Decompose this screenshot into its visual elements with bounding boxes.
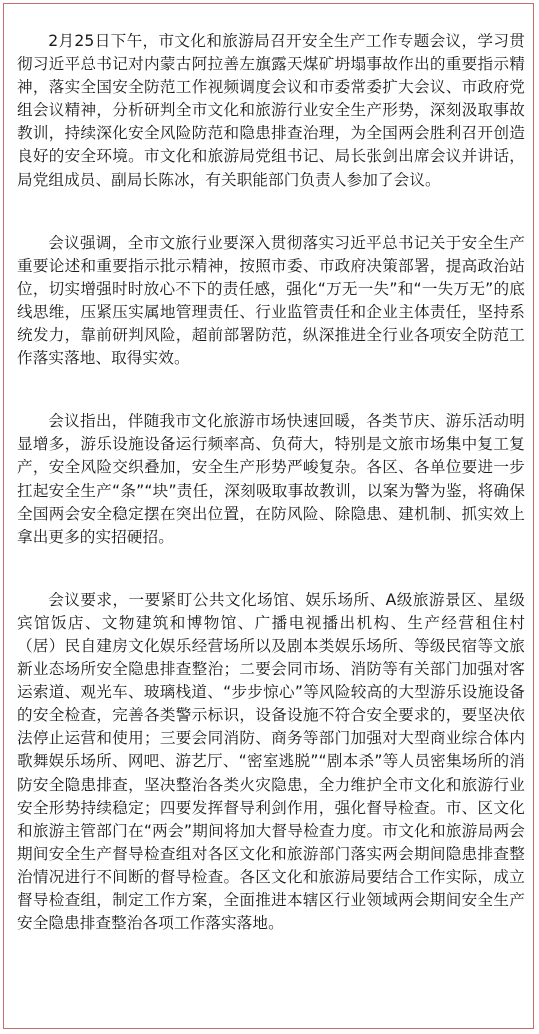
paragraph-meeting-emphasis: 会议强调，全市文旅行业要深入贯彻落实习近平总书记关于安全生产重要论述和重要指示批示精神，按照市委、市政府决策部署，提高政治站位，切实增强时时放心不下的责任感，强化“万无一失”和“一失万无”的底线思维，压紧压实属地管理责任、行业监管责任和企业主体责任，坚持系统发力，靠前研判风险，超前部署防范，纵深推进全行业各项安全防范工作落实落地、取得实效。 [17,233,525,368]
paragraph-meeting-requirements: 会议要求，一要紧盯公共文化场馆、娱乐场所、A级旅游景区、星级宾馆饭店、文物建筑和博物馆、广播电视播出机构、生产经营租住村（居）民自建房文化娱乐经营场所以及剧本类娱乐场所、等级民宿等文旅新业态场所安全隐患排查整治；二要会同市场、消防等有关部门加强对客运索道、观光车、玻璃栈道、“步步惊心”等风险较高的大型游乐设施设备的安全检查，完善各类警示标识，设备设施不符合安全要求的，要坚决依法停止运营和使用；三要会同消防、商务等部门加强对大型商业综合体内歌舞娱乐场所、网吧、游艺厅、“密室逃脱”“剧本杀”等人员密集场所的消防安全隐患排查，坚决整治各类火灾隐患，全力维护全市文化和旅游行业安全形势持续稳定；四要发挥督导利剑作用，强化督导检查。市、区文化和旅游主管部门在“两会”期间将加大督导检查力度。市文化和旅游局两会期间安全生产督导检查组对各区文化和旅游部门落实两会期间隐患排查整治情况进行不间断的督导检查。各区文化和旅游局要结合工作实际，成立督导检查组，制定工作方案，全面推进本辖区行业领域两会期间安全生产安全隐患排查整治各项工作落实落地。 [17,590,525,933]
paragraph-meeting-points: 会议指出，伴随我市文化旅游市场快速回暖，各类节庆、游乐活动明显增多，游乐设施设备运行频率高、负荷大，特别是文旅市场集中复工复产，安全风险交织叠加，安全生产形势严峻复杂。各区、各单位要进一步扛起安全生产“条”“块”责任，深刻吸取事故教训，以案为警为鉴，将确保全国两会安全稳定摆在突出位置，在防风险、除隐患、建机制、抓实效上拿出更多的实招硬招。 [17,412,525,546]
article-body [17,30,525,935]
paragraph-meeting-summary: 2月25日下午，市文化和旅游局召开安全生产工作专题会议，学习贯彻习近平总书记对内蒙古阿拉善左旗露天煤矿坍塌事故作出的重要指示精神，落实全国安全防范工作视频调度会议和市委常委扩大会议、市政府党组会议精神，分析研判全市文化和旅游行业安全生产形势，深刻汲取事故教训，持续深化安全风险防范和隐患排查治理，为全国两会胜利召开创造良好的安全环境。市文化和旅游局党组书记、局长张剑出席会议并讲话，局党组成员、副局长陈冰，有关职能部门负责人参加了会议。 [17,32,525,189]
